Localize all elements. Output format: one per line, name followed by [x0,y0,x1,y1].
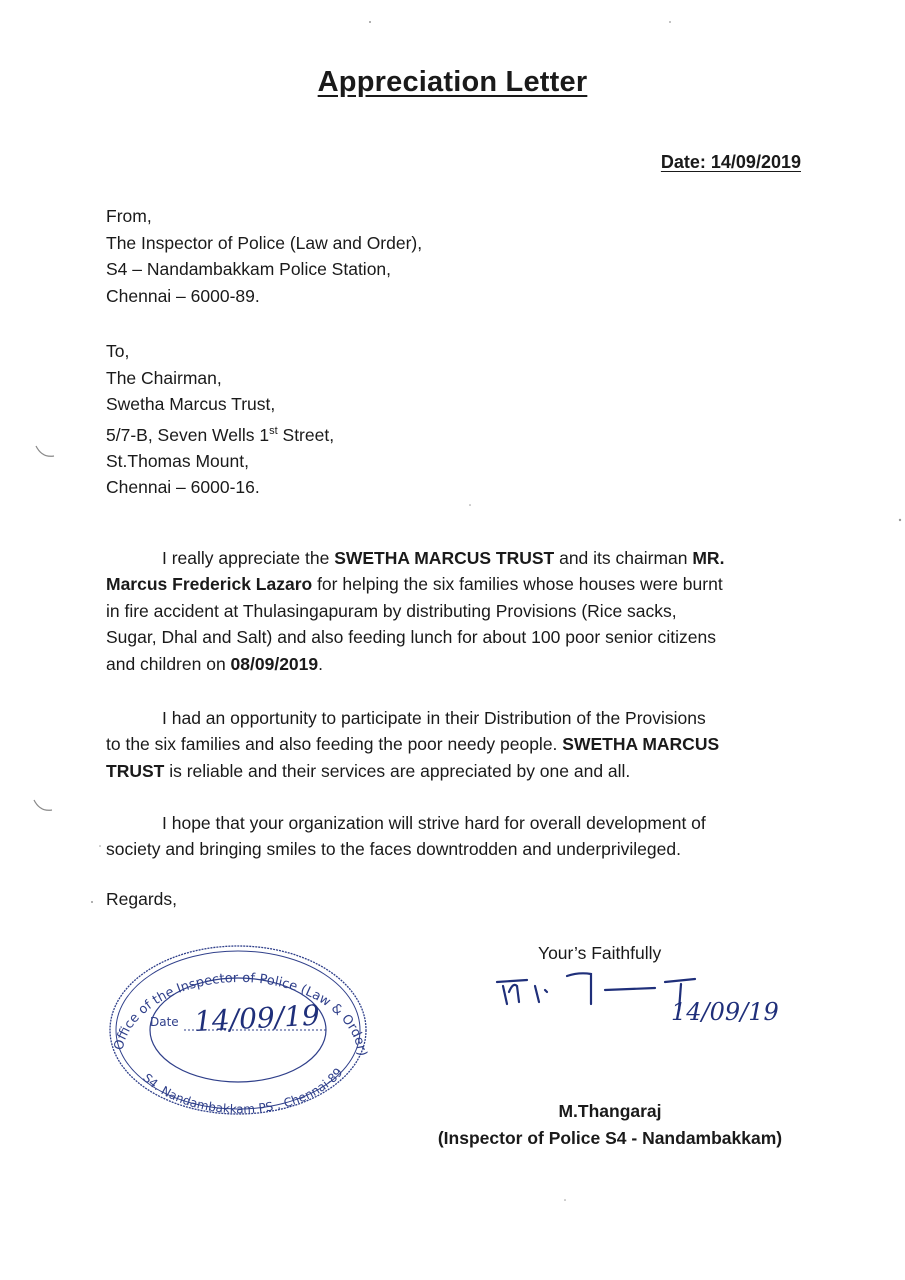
from-line-3: Chennai – 6000-89. [106,285,260,306]
para2-text: to the six families and also feeding the poor needy people. [106,734,563,755]
police-stamp [104,938,372,1120]
signatory-title: (Inspector of Police S4 - Nandambakkam) [437,1128,783,1148]
from-label: From, [106,206,152,226]
letter-date: Date: 14/09/2019 [660,152,801,172]
para1-text: and children on [106,653,231,674]
para1-bold: SWETHA MARCUS TRUST [334,548,555,568]
body-paragraph-2 [106,705,806,784]
para2-bold: SWETHA MARCUS [562,734,720,755]
para2-text: is reliable and their services are appreciated by one and all. [164,760,631,781]
para3-line-2: society and bringing smiles to the faces downtrodden and underprivileged. [106,839,681,860]
regards: Regards, [106,889,178,909]
to-line-3-post: Street, [277,424,335,445]
stamp-date-value: 14/09/19 [193,998,321,1039]
to-line-3-pre: 5/7-B, Seven Wells 1 [106,424,270,445]
para1-text: for helping the six families whose houses were burnt [312,574,723,595]
stamp-top-text: Office of the Inspector of Police (Law & Order) [111,970,370,1057]
para1-text: I really appreciate the [162,548,335,568]
signatory-block [410,1098,810,1152]
to-label: To, [106,341,130,361]
para2-line-1: I had an opportunity to participate in their Distribution of the Provisions [162,708,706,728]
para1-bold: Marcus Frederick Lazaro [106,574,313,595]
from-line-1: The Inspector of Police (Law and Order), [106,232,423,253]
to-line-4: St.Thomas Mount, [106,450,249,471]
para1-line-3: in fire accident at Thulasingapuram by distributing Provisions (Rice sacks, [106,600,677,621]
stamp-date-label: Date [150,1015,179,1029]
para1-text: . [318,653,324,674]
para1-text: and its chairman [554,548,693,568]
to-line-1: The Chairman, [106,367,222,388]
from-line-2: S4 – Nandambakkam Police Station, [106,259,392,279]
body-paragraph-1 [106,545,806,677]
closing: Your’s Faithfully [538,943,662,963]
para1-line-4: Sugar, Dhal and Salt) and also feeding lunch for about 100 poor senior citizens [106,627,716,648]
para3-line-1: I hope that your organization will strive hard for overall development of [162,813,706,833]
body-paragraph-3 [106,810,806,863]
handwritten-signature [495,962,795,1032]
letter-title: Appreciation Letter [317,66,588,98]
from-address [106,203,422,309]
signature-date-scrawl: 14/09/19 [671,998,779,1026]
para1-bold: 08/09/2019 [230,653,319,674]
to-line-3 [106,418,334,448]
to-line-3-sup: st [269,424,278,437]
stamp-bottom-text: S4. Nandambakkam PS . Chennai-89 [140,1065,346,1117]
to-line-5: Chennai – 6000-16. [106,477,260,498]
to-address [106,338,334,501]
to-line-2: Swetha Marcus Trust, [106,394,276,414]
para2-bold: TRUST [106,760,165,781]
para1-bold: MR. [692,548,725,568]
signatory-name: M.Thangaraj [558,1101,662,1121]
